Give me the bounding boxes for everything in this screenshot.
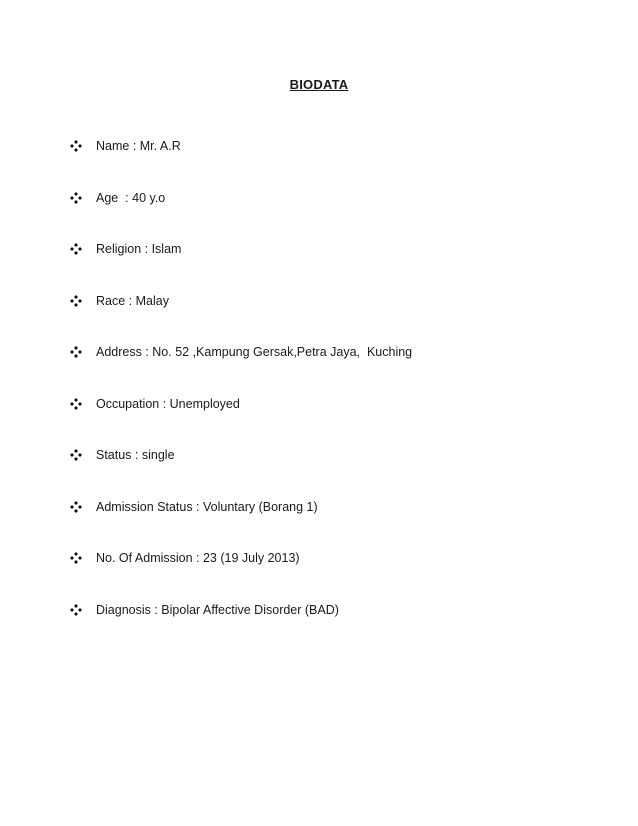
list-item-diagnosis <box>70 602 412 654</box>
list-item-no-of-admission <box>70 550 412 602</box>
document-title: BIODATA <box>289 77 349 92</box>
list-item-status <box>70 447 412 499</box>
list-item-address <box>70 344 412 396</box>
list-item-text: Religion : Islam <box>96 242 182 256</box>
list-item-text: Admission Status : Voluntary (Borang 1) <box>96 499 318 514</box>
list-item-admission-status <box>70 499 412 551</box>
diamond-bullet-icon <box>70 293 96 309</box>
list-item-occupation <box>70 396 412 448</box>
biodata-list <box>70 138 412 653</box>
list-item-text: Race : Malay <box>96 293 169 308</box>
list-item-text: Occupation : Unemployed <box>96 396 240 411</box>
list-item-text: Name : Mr. A.R <box>96 139 181 153</box>
diamond-bullet-icon <box>70 138 96 154</box>
diamond-bullet-icon <box>70 447 96 463</box>
list-item-text: Diagnosis : Bipolar Affective Disorder (BAD) <box>96 602 339 617</box>
diamond-bullet-icon <box>70 344 96 360</box>
list-item-religion <box>70 241 412 293</box>
list-item-text: Address : No. 52 ,Kampung Gersak,Petra Jaya, Kuching <box>96 345 413 359</box>
list-item-age <box>70 190 412 242</box>
diamond-bullet-icon <box>70 602 96 618</box>
diamond-bullet-icon <box>70 190 96 206</box>
diamond-bullet-icon <box>70 499 96 515</box>
list-item-name <box>70 138 412 190</box>
list-item-race <box>70 293 412 345</box>
list-item-text: No. Of Admission : 23 (19 July 2013) <box>96 551 300 565</box>
diamond-bullet-icon <box>70 396 96 412</box>
diamond-bullet-icon <box>70 550 96 566</box>
diamond-bullet-icon <box>70 241 96 257</box>
list-item-text: Status : single <box>96 448 175 462</box>
list-item-text: Age : 40 y.o <box>96 190 166 205</box>
